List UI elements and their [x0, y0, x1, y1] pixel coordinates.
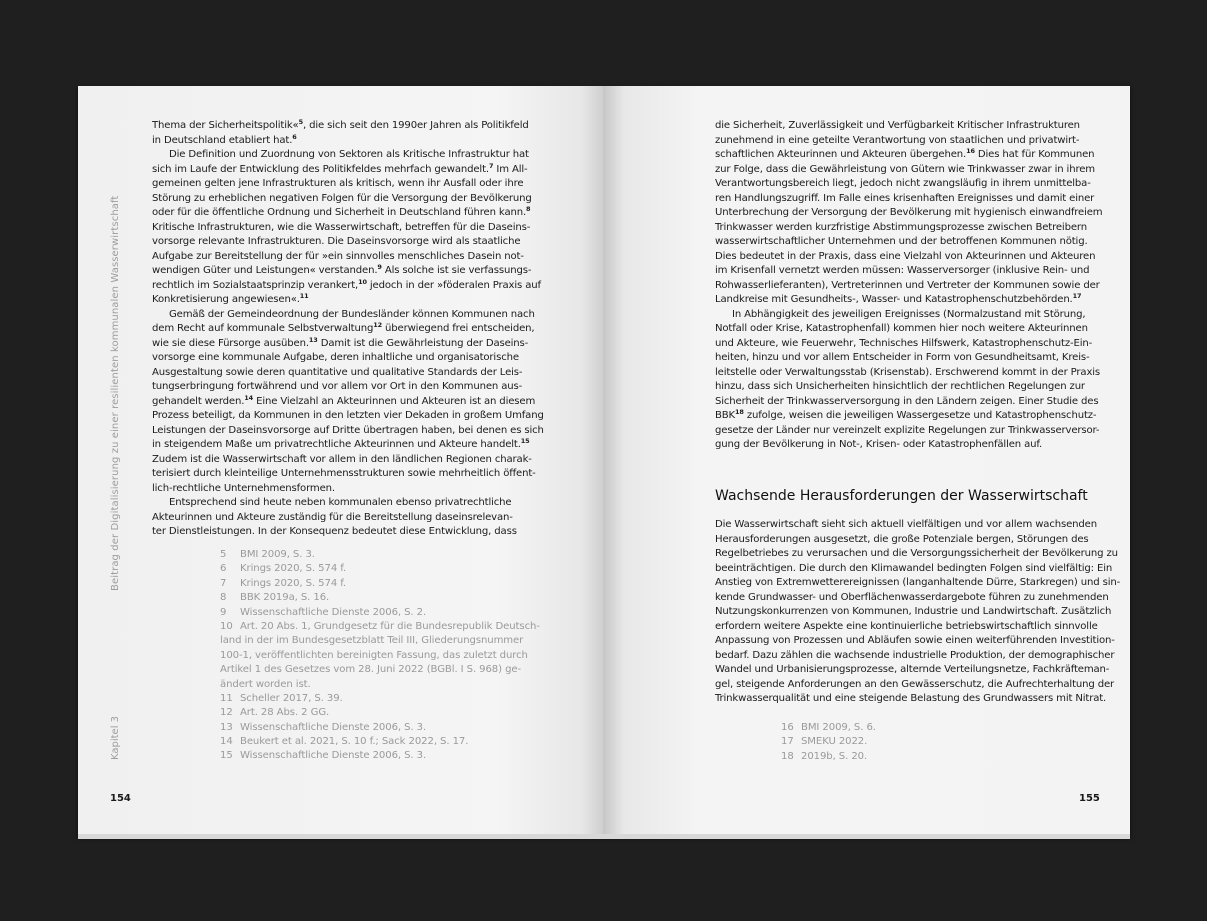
footnote-text: Krings 2020, S. 574 f.	[240, 563, 347, 575]
footnote-number: 7	[220, 577, 227, 589]
text-line	[715, 576, 1121, 591]
text-line	[715, 533, 1105, 548]
right-body-text	[715, 119, 1105, 453]
footnote-number: 16	[781, 722, 794, 733]
line-text: Dies hat für Kommunen	[974, 149, 1095, 160]
text-line	[715, 649, 1115, 664]
footnote-number: 18	[781, 750, 794, 762]
text-line	[152, 409, 542, 424]
text-line	[715, 177, 1105, 192]
text-line	[152, 322, 542, 337]
line-text: Entsprechend sind heute neben kommunalen ebenso privatrechtliche	[169, 497, 512, 508]
line-text: in steigendem Maße um privatrechtliche Akteurinnen und Akteure handelt.	[152, 439, 521, 450]
footnote-number: 17	[781, 736, 794, 748]
text-line	[715, 438, 1105, 453]
text-line	[152, 337, 542, 352]
text-line	[715, 279, 1105, 294]
footnote-marker[interactable]: 10	[358, 277, 367, 286]
text-line	[152, 163, 542, 178]
line-text: , die sich seit den 1990er Jahren als Politikfeld	[302, 120, 529, 131]
line-text: Zudem ist die Wasserwirtschaft vor allem in den ländlichen Regionen charak-	[152, 453, 532, 465]
line-text: wendigen Güter und Leistungen« verstanden.	[152, 265, 378, 276]
footnote-text: 2019b, S. 20.	[801, 750, 868, 762]
footnote	[220, 649, 560, 663]
text-line	[152, 482, 542, 497]
text-line	[715, 337, 1105, 352]
line-text: BBK	[715, 410, 736, 421]
right-page	[603, 86, 1130, 836]
footnote	[220, 663, 560, 677]
line-text: Prozess beteiligt, da Kommunen in den letzten vier Dekaden in großem Umfang	[152, 410, 544, 421]
line-text: Regelbetriebes zu verursachen und die Versorgungssicherheit der Bevölkerung zu	[715, 548, 1118, 559]
line-text: Konkretisierung angewiesen«.	[152, 294, 300, 305]
left-footnotes	[220, 548, 560, 764]
footnote-marker[interactable]: 12	[373, 321, 382, 329]
footnote-text: Wissenschaftliche Dienste 2006, S. 3.	[240, 721, 427, 733]
line-text: Aufgabe zur Bereitstellung der für »ein sinnvolles menschliches Dasein not-	[152, 250, 524, 262]
text-line	[715, 119, 1105, 134]
footnote	[781, 735, 876, 749]
text-line	[715, 663, 1110, 678]
footnote-text: land in der im Bundesgesetzblatt Teil III, Gliederungsnummer	[220, 635, 524, 647]
text-line	[715, 678, 1115, 693]
text-line	[715, 605, 1112, 620]
text-line	[715, 206, 1105, 221]
line-text: In Abhängigkeit des jeweiligen Ereignisses (Normalzustand mit Störung,	[732, 308, 1086, 320]
footnote	[220, 606, 560, 620]
footnote-number: 6	[220, 563, 227, 575]
footnote-text: Artikel 1 des Gesetzes vom 28. Juni 2022 (BGBl. I S. 968) ge-	[220, 664, 522, 676]
running-head: Beitrag der Digitalisierung zu einer resilienten kommunalen Wasserwirtschaft	[110, 195, 121, 591]
footnote	[220, 620, 560, 634]
text-line	[715, 518, 1105, 533]
line-text: Landkreise mit Gesundheits-, Wasser- und Katastrophenschutzbehörden.	[715, 294, 1073, 305]
text-line	[152, 438, 542, 453]
text-line	[715, 692, 1105, 707]
line-text: überwiegend frei entscheiden,	[381, 323, 535, 334]
line-text: Anpassung von Prozessen und Abläufen sowie einen weiterführenden Investition-	[715, 635, 1115, 646]
text-line	[152, 250, 542, 265]
footnote-number: 15	[220, 750, 233, 762]
text-line	[715, 250, 1105, 265]
line-text: Unterbrechung der Versorgung der Bevölkerung mit hygienisch einwandfreiem	[715, 207, 1103, 218]
footnote-marker[interactable]: 5	[298, 118, 303, 126]
footnote-number: 14	[220, 736, 233, 748]
footnote-text: Wissenschaftliche Dienste 2006, S. 2.	[240, 606, 427, 618]
line-text: gemeinen gelten jene Infrastrukturen als kritisch, wenn ihr Ausfall oder ihre	[152, 178, 524, 189]
text-line	[152, 511, 542, 526]
line-text: Dies bedeutet in der Praxis, dass eine Vielzahl von Akteurinnen und Akteuren	[715, 250, 1096, 262]
footnote-text: Scheller 2017, S. 39.	[240, 692, 343, 704]
footnote-text: BBK 2019a, S. 16.	[240, 592, 330, 604]
text-line	[152, 235, 542, 250]
footnote	[220, 548, 560, 562]
text-line	[715, 148, 1105, 163]
line-text: Trinkwasser werden kurzfristige Abstimmungsprozesse zwischen Betreibern	[715, 221, 1087, 233]
line-text: Eine Vielzahl an Akteurinnen und Akteuren ist an diesem	[253, 395, 536, 407]
footnote-text: Wissenschaftliche Dienste 2006, S. 3.	[240, 750, 427, 762]
footnote	[220, 591, 560, 605]
line-text: gesetze der Länder nur vereinzelt explizite Regelungen zur Trinkwasserversor-	[715, 424, 1100, 436]
footnote	[220, 577, 560, 591]
line-text: Trinkwasserqualität und eine steigende Belastung des Grundwassers mit Nitrat.	[715, 693, 1107, 704]
text-line	[152, 293, 542, 308]
line-text: gung der Bevölkerung in Not-, Krisen- oder Katastrophenfällen auf.	[715, 439, 1043, 450]
footnote	[220, 634, 560, 648]
line-text: ter Dienstleistungen. In der Konsequenz bedeutet diese Entwicklung, dass	[152, 526, 517, 537]
footnote	[220, 735, 560, 749]
footnote-marker[interactable]: 8	[526, 205, 531, 213]
footnote-text: BMI 2009, S. 3.	[240, 549, 315, 560]
footnote-marker[interactable]: 15	[520, 437, 530, 445]
line-text: schaftlichen Akteurinnen und Akteuren übergehen.	[715, 149, 967, 160]
footnote-number: 13	[220, 721, 233, 733]
text-line	[715, 308, 1105, 323]
text-line	[152, 467, 542, 482]
text-line	[715, 351, 1105, 366]
line-text: Damit ist die Gewährleistung der Daseins-	[317, 337, 529, 349]
footnote	[220, 706, 560, 720]
text-line	[715, 591, 1109, 606]
line-text: Anstieg von Extremwetterereignissen (langanhaltende Dürre, Starkregen) und sin-	[715, 577, 1121, 588]
text-line	[715, 293, 1105, 308]
line-text: vorsorge relevante Infrastrukturen. Die Daseinsvorsorge wird als staatliche	[152, 236, 521, 247]
footnote-text: ändert worden ist.	[220, 678, 311, 690]
line-text: terisiert durch kleinteilige Unternehmensstrukturen sowie mehrheitlich öffent-	[152, 468, 536, 479]
text-line	[152, 380, 542, 395]
left-page	[78, 86, 603, 836]
text-line	[152, 192, 542, 207]
footnote-marker[interactable]: 11	[299, 292, 309, 300]
footnote-number: 5	[220, 549, 227, 560]
line-text: oder für die öffentliche Ordnung und Sicherheit in Deutschland führen kann.	[152, 207, 527, 218]
text-line	[152, 351, 542, 366]
footnote-marker[interactable]: 18	[735, 408, 744, 416]
line-text: Verantwortungsbereich liegt, jedoch nicht zwangsläufig in ihrem unmittelba-	[715, 178, 1091, 189]
line-text: Ausgestaltung sowie deren quantitative und qualitative Standards der Leis-	[152, 366, 523, 378]
text-line	[715, 634, 1115, 649]
text-line	[715, 192, 1105, 207]
text-line	[715, 366, 1105, 381]
line-text: Leistungen der Daseinsvorsorge auf Dritte übertragen haben, bei denen es sich	[152, 424, 544, 436]
footnote-text: 100-1, veröffentlichten bereinigten Fassung, das zuletzt durch	[220, 649, 528, 661]
line-text: gel, steigende Anforderungen an den Gewässerschutz, die Aufrechterhaltung der	[715, 678, 1115, 690]
text-line	[152, 279, 542, 294]
line-text: jedoch in der »föderalen Praxis auf	[366, 279, 541, 291]
text-line	[152, 496, 542, 511]
footnote-number: 12	[220, 707, 233, 719]
line-text: Im All-	[493, 163, 528, 175]
line-text: Thema der Sicherheitspolitik«	[152, 120, 299, 131]
line-text: gehandelt werden.	[152, 395, 245, 407]
text-line	[152, 148, 542, 163]
line-text: hinzu, dass sich Unsicherheiten hinsichtlich der rechtlichen Regelungen zur	[715, 381, 1085, 392]
text-line	[715, 163, 1105, 178]
footnote-marker[interactable]: 17	[1072, 292, 1082, 300]
left-body-text	[152, 119, 542, 540]
line-text: Notfall oder Krise, Katastrophenfall) kommen hier noch weitere Akteurinnen	[715, 323, 1088, 334]
text-line	[152, 366, 542, 381]
book-spread	[78, 86, 1130, 836]
line-text: vorsorge eine kommunale Aufgabe, deren inhaltliche und organisatorische	[152, 352, 519, 363]
line-text: Störung zu erheblichen negativen Folgen für die Versorgung der Bevölkerung	[152, 192, 532, 204]
text-line	[715, 395, 1105, 410]
line-text: und Akteure, wie Feuerwehr, Technisches Hilfswerk, Katastrophenschutz-Ein-	[715, 337, 1093, 349]
text-line	[715, 562, 1113, 577]
line-text: Die Wasserwirtschaft sieht sich aktuell vielfältigen und vor allem wachsenden	[715, 519, 1097, 530]
text-line	[715, 134, 1105, 149]
footnote	[220, 721, 560, 735]
footnote-text: Art. 28 Abs. 2 GG.	[240, 707, 330, 719]
footnote-number: 8	[220, 592, 227, 604]
footnote	[220, 749, 560, 763]
text-line	[152, 177, 542, 192]
right-footnotes	[781, 721, 876, 764]
line-text: beeinträchtigen. Die durch den Klimawandel bedingten Folgen sind vielfältig: Ein	[715, 562, 1113, 574]
text-line	[715, 620, 1105, 635]
text-line	[715, 322, 1105, 337]
line-text: lich-rechtliche Unternehmensformen.	[152, 482, 335, 494]
text-line	[715, 264, 1105, 279]
text-line	[152, 424, 542, 439]
footnote-marker[interactable]: 14	[244, 393, 254, 402]
chapter-label: Kapitel 3	[110, 715, 121, 760]
line-text: kende Grundwasser- und Oberflächenwasserdargebote führen zu zunehmenden	[715, 591, 1109, 603]
text-line	[152, 221, 542, 236]
footnote-text: SMEKU 2022.	[801, 736, 868, 748]
line-text: Als solche ist sie verfassungs-	[381, 265, 532, 276]
text-line	[152, 119, 542, 134]
line-text: Kritische Infrastrukturen, wie die Wasserwirtschaft, betreffen für die Daseins-	[152, 221, 531, 233]
footnote-marker[interactable]: 9	[377, 263, 382, 271]
text-line	[715, 221, 1105, 236]
line-text: zunehmend in eine geteilte Verantwortung von staatlichen und privatwirt-	[715, 134, 1080, 146]
line-text: Akteurinnen und Akteure zuständig für die Bereitstellung daseinsrelevan-	[152, 511, 513, 523]
line-text: zur Folge, dass die Gewährleistung von Gütern wie Trinkwasser zwar in ihrem	[715, 163, 1095, 175]
footnote	[220, 678, 560, 692]
line-text: heiten, hinzu und vor allem Entscheider in Form von Gesundheitsamt, Kreis-	[715, 352, 1090, 363]
text-line	[715, 380, 1105, 395]
line-text: dem Recht auf kommunale Selbstverwaltung	[152, 323, 374, 334]
text-line	[715, 424, 1105, 439]
footnote-text: Beukert et al. 2021, S. 10 f.; Sack 2022, S. 17.	[240, 736, 469, 748]
line-text: wasserwirtschaftlicher Unternehmen und der betroffenen Kommunen nötig.	[715, 236, 1088, 247]
text-line	[152, 525, 542, 540]
footnote-marker[interactable]: 16	[966, 147, 975, 155]
text-line	[152, 264, 542, 279]
text-line	[715, 235, 1105, 250]
footnote-marker[interactable]: 6	[292, 132, 297, 141]
footnote-marker[interactable]: 7	[488, 161, 494, 170]
footnote	[781, 721, 876, 735]
text-line	[152, 453, 542, 468]
line-text: sich im Laufe der Entwicklung des Politikfeldes mehrfach gewandelt.	[152, 163, 489, 175]
line-text: ren Handlungszugriff. Im Falle eines krisenhaften Ereignisses und damit einer	[715, 192, 1095, 204]
line-text: Nutzungskonkurrenzen von Kommunen, Industrie und Landwirtschaft. Zusätzlich	[715, 606, 1112, 617]
line-text: in Deutschland etabliert hat.	[152, 134, 293, 146]
footnote-text: BMI 2009, S. 6.	[801, 722, 876, 733]
text-line	[152, 134, 542, 149]
footnote-number: 11	[220, 692, 233, 704]
line-text: bedarf. Dazu zählen die wachsende industrielle Produktion, der demographischer	[715, 649, 1115, 661]
text-line	[152, 206, 542, 221]
line-text: leitstelle oder Verwaltungsstab (Krisenstab). Erschwerend kommt in der Praxis	[715, 366, 1101, 378]
footnote	[220, 692, 560, 706]
footnote-number: 9	[220, 606, 227, 618]
line-text: im Krisenfall vernetzt werden müssen: Wasserversorger (inklusive Rein- und	[715, 265, 1090, 276]
footnote	[220, 562, 560, 576]
line-text: Die Definition und Zuordnung von Sektoren als Kritische Infrastruktur hat	[169, 149, 529, 160]
line-text: die Sicherheit, Zuverlässigkeit und Verfügbarkeit Kritischer Infrastrukturen	[715, 120, 1080, 131]
section-body-text	[715, 518, 1121, 707]
text-line	[152, 395, 542, 410]
footnote-number: 10	[220, 620, 233, 632]
line-text: Wandel und Urbanisierungsprozesse, alternde Verteilungsnetze, Fachkräfteman-	[715, 664, 1110, 675]
line-text: zufolge, weisen die jeweiligen Wassergesetze und Katastrophenschutz-	[743, 410, 1097, 421]
footnote-text: Krings 2020, S. 574 f.	[240, 577, 347, 589]
footnote-marker[interactable]: 13	[308, 335, 318, 344]
page-number-left: 154	[110, 793, 131, 804]
page-block-edge	[78, 834, 1130, 839]
line-text: wie sie diese Fürsorge ausüben.	[152, 337, 309, 349]
line-text: Rohwasserlieferanten), Vertreterinnen und Vertreter der Kommunen sowie der	[715, 279, 1100, 291]
line-text: Herausforderungen ausgesetzt, die große Potenziale bergen, Störungen des	[715, 533, 1089, 545]
line-text: Gemäß der Gemeindeordnung der Bundesländer können Kommunen nach	[169, 308, 535, 320]
page-number-right: 155	[1079, 793, 1100, 804]
text-line	[715, 547, 1118, 562]
line-text: Sicherheit der Trinkwasserversorgung in den Ländern zeigen. Einer Studie des	[715, 395, 1099, 407]
text-line	[715, 409, 1105, 424]
line-text: rechtlich im Sozialstaatsprinzip verankert,	[152, 279, 359, 291]
line-text: tungserbringung fortwährend und vor allem vor Ort in den Kommunen aus-	[152, 381, 523, 392]
section-heading: Wachsende Herausforderungen der Wasserwirtschaft	[715, 488, 1088, 504]
text-line	[152, 308, 542, 323]
footnote	[781, 750, 876, 764]
line-text: erfordern weitere Aspekte eine kontinuierliche betriebswirtschaftlich sinnvolle	[715, 620, 1098, 632]
footnote-text: Art. 20 Abs. 1, Grundgesetz für die Bundesrepublik Deutsch-	[240, 620, 540, 632]
